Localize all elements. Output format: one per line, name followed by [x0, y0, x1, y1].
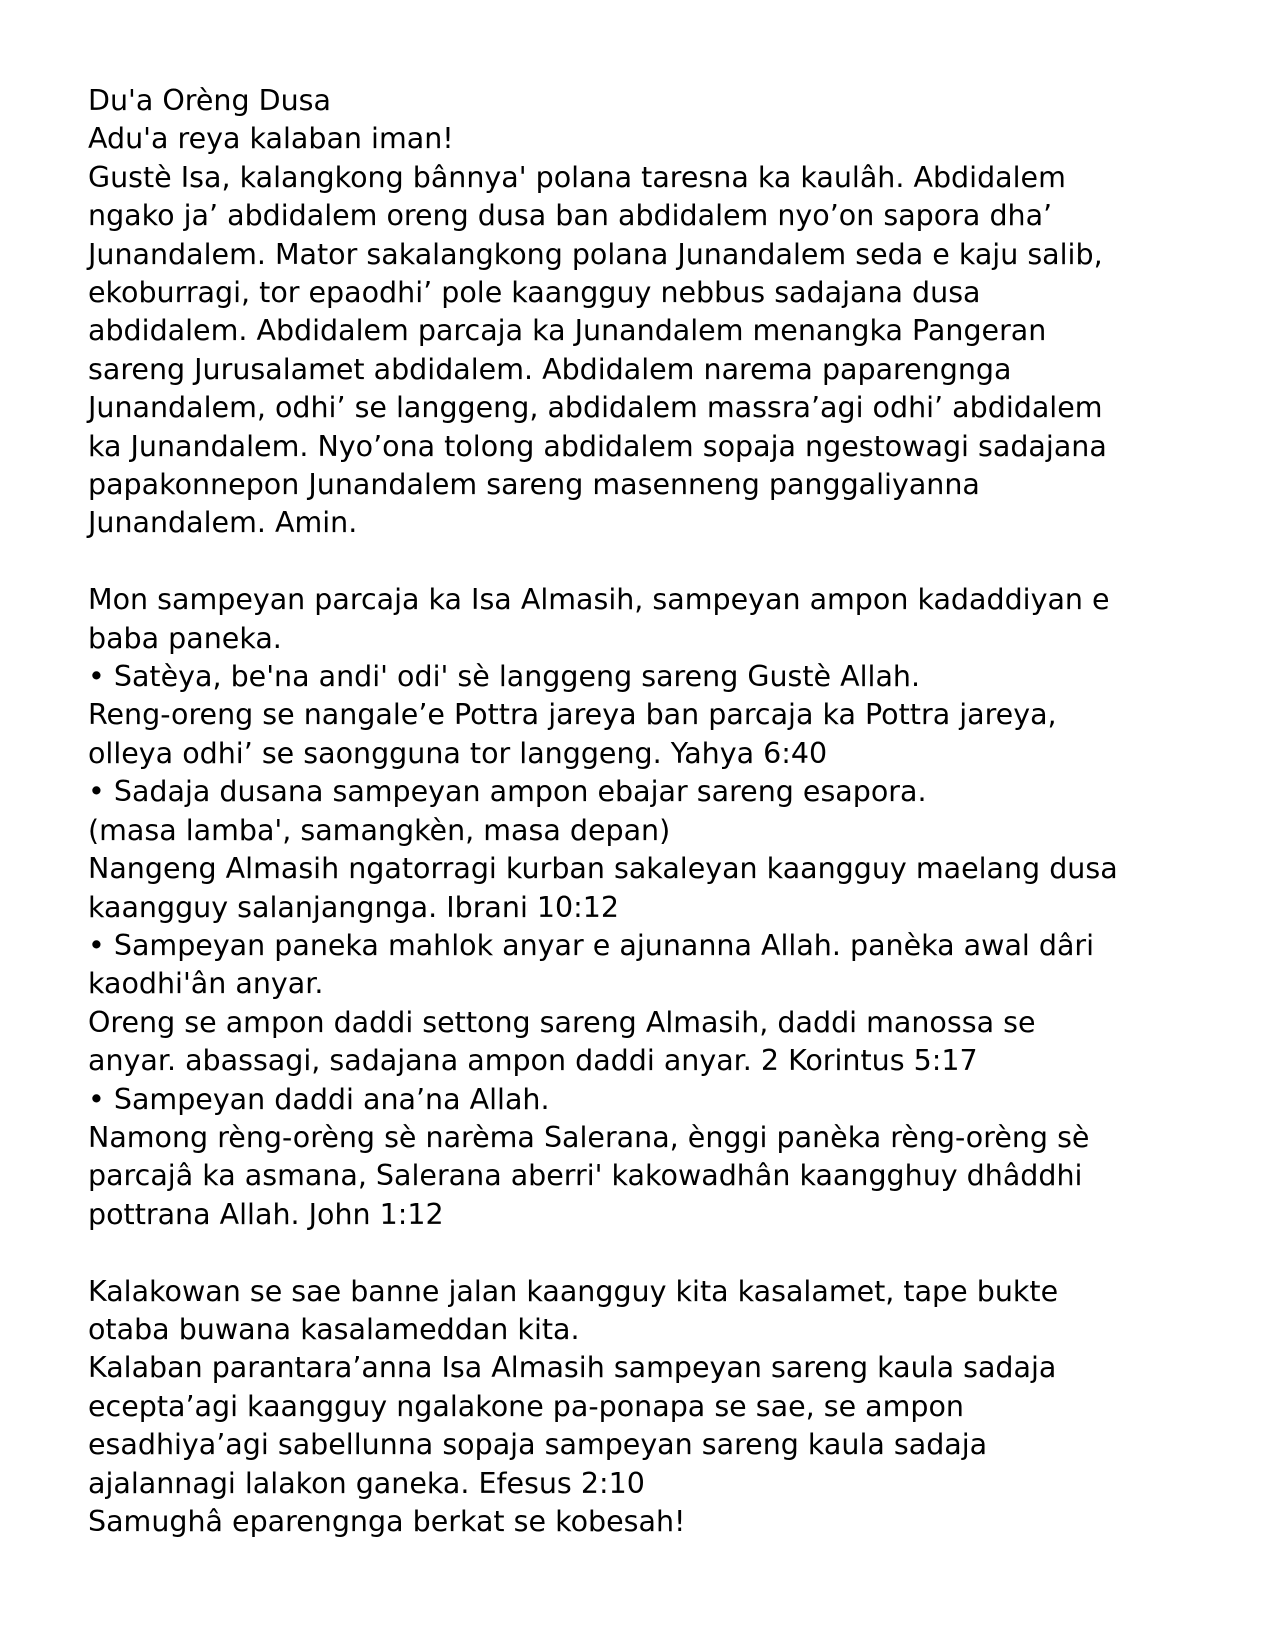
bullet-line: • Sadaja dusana sampeyan ampon ebajar sareng esapora.	[88, 775, 927, 809]
paragraph-spacer	[88, 543, 1208, 581]
section-line: Kalaban parantara’anna Isa Almasih sampeyan sareng kaula sadaja	[88, 1351, 1057, 1385]
section-line: Nangeng Almasih ngatorragi kurban sakaleyan kaangguy maelang dusa	[88, 852, 1118, 886]
prayer-line: ngako ja’ abdidalem oreng dusa ban abdidalem nyo’on sapora dha’	[88, 199, 1053, 233]
section-line: kaangguy salanjangnga. Ibrani 10:12	[88, 890, 620, 924]
document-title: Du'a Orèng Dusa	[88, 84, 331, 117]
section-line: ajalannagi lalakon ganeka. Efesus 2:10	[88, 1466, 645, 1500]
bullet-line: • Satèya, be'na andi' odi' sè langgeng sareng Gustè Allah.	[88, 660, 921, 694]
section-line: otaba buwana kasalameddan kita.	[88, 1312, 580, 1346]
prayer-line: Gustè Isa, kalangkong bânnya' polana taresna ka kaulâh. Abdidalem	[88, 160, 1066, 194]
section-line: Namong rèng-orèng sè narèma Salerana, ènggi panèka rèng-orèng sè	[88, 1120, 1090, 1154]
closing-blessing: Samughâ eparengnga berkat se kobesah!	[88, 1505, 686, 1538]
section-line: Kalakowan se sae banne jalan kaangguy kita kasalamet, tape bukte	[88, 1274, 1059, 1308]
document-body	[88, 82, 1208, 1541]
bullet-line: • Sampeyan daddi ana’na Allah.	[88, 1082, 550, 1116]
section-line: Reng-oreng se nangale’e Pottra jareya ban parcaja ka Pottra jareya,	[88, 698, 1057, 732]
prayer-line: sareng Jurusalamet abdidalem. Abdidalem narema paparengnga	[88, 352, 1012, 386]
document-subtitle: Adu'a reya kalaban iman!	[88, 122, 454, 156]
section-line: esadhiya’agi sabellunna sopaja sampeyan sareng kaula sadaja	[88, 1428, 988, 1462]
section-line: Mon sampeyan parcaja ka Isa Almasih, sampeyan ampon kadaddiyan e	[88, 583, 1110, 617]
prayer-line: ka Junandalem. Nyo’ona tolong abdidalem sopaja ngestowagi sadajana	[88, 429, 1107, 463]
section-line: anyar. abassagi, sadajana ampon daddi anyar. 2 Korintus 5:17	[88, 1044, 978, 1078]
section-line: Oreng se ampon daddi settong sareng Almasih, daddi manossa se	[88, 1005, 1036, 1039]
prayer-line: ekoburragi, tor epaodhi’ pole kaangguy nebbus sadajana dusa	[88, 276, 981, 310]
prayer-line: abdidalem. Abdidalem parcaja ka Junandalem menangka Pangeran	[88, 314, 1047, 348]
prayer-line: papakonnepon Junandalem sareng masenneng panggaliyanna	[88, 468, 980, 502]
section-line: baba paneka.	[88, 621, 282, 655]
assurance-section	[88, 581, 1208, 1234]
bullet-line: • Sampeyan paneka mahlok anyar e ajunanna Allah. panèka awal dâri	[88, 928, 1095, 962]
section-line: ecepta’agi kaangguy ngalakone pa-ponapa se sae, se ampon	[88, 1389, 964, 1423]
section-line: (masa lamba', samangkèn, masa depan)	[88, 813, 671, 847]
prayer-line: Junandalem, odhi’ se langgeng, abdidalem massra’agi odhi’ abdidalem	[88, 391, 1103, 425]
prayer-line: Junandalem. Amin.	[88, 506, 358, 540]
prayer-line: Junandalem. Mator sakalangkong polana Junandalem seda e kaju salib,	[88, 237, 1103, 271]
paragraph-spacer	[88, 1234, 1208, 1272]
section-line: parcajâ ka asmana, Salerana aberri' kakowadhân kaangghuy dhâddhi	[88, 1159, 1083, 1193]
section-line: olleya odhi’ se saongguna tor langgeng. Yahya 6:40	[88, 736, 828, 770]
closing-section	[88, 1273, 1208, 1542]
section-line: kaodhi'ân anyar.	[88, 967, 324, 1001]
prayer-paragraph	[88, 159, 1208, 543]
section-line: pottrana Allah. John 1:12	[88, 1197, 444, 1231]
